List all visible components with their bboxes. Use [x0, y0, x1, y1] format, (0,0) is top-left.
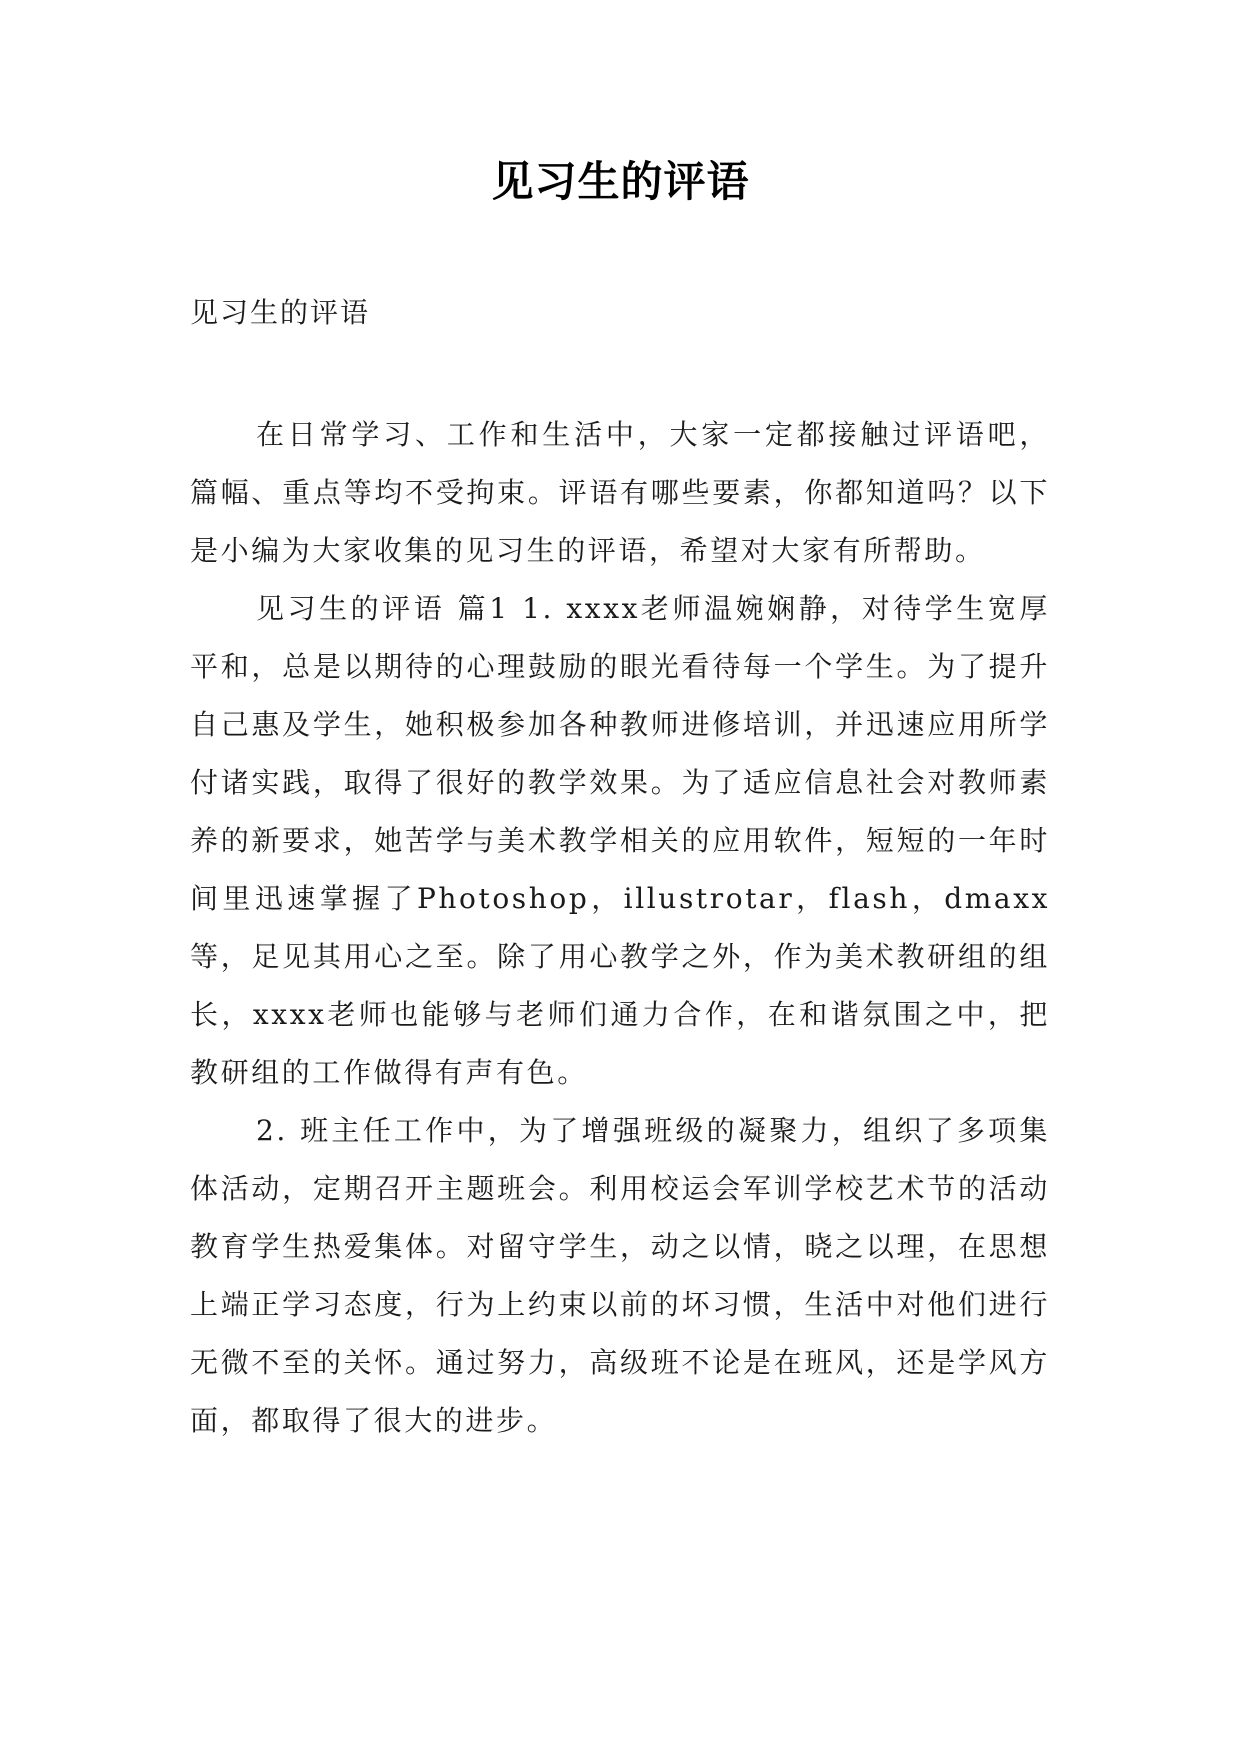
intro-paragraph: 在日常学习、工作和生活中，大家一定都接触过评语吧，篇幅、重点等均不受拘束。评语有哪些要素，你都知道吗？以下是小编为大家收集的见习生的评语，希望对大家有所帮助。: [190, 418, 1050, 567]
document-body: [190, 406, 1050, 1450]
document-title: 见习生的评语: [491, 157, 750, 206]
document-subtitle: 见习生的评语: [190, 296, 371, 329]
comment-paragraph-2: 2. 班主任工作中，为了增强班级的凝聚力，组织了多项集体活动，定期召开主题班会。利用校运会军训学校艺术节的活动教育学生热爱集体。对留守学生，动之以情，晓之以理，在思想上端正学习态度，行为上约束以前的坏习惯，生活中对他们进行无微不至的关怀。通过努力，高级班不论是在班风，还是学风方面，都取得了很大的进步。: [190, 1114, 1050, 1437]
comment-paragraph-1: 见习生的评语 篇1 1. xxxx老师温婉娴静，对待学生宽厚平和，总是以期待的心理鼓励的眼光看待每一个学生。为了提升自己惠及学生，她积极参加各种教师进修培训，并迅速应用所学付诸实践，取得了很好的教学效果。为了适应信息社会对教师素养的新要求，她苦学与美术教学相关的应用软件，短短的一年时间里迅速掌握了Photoshop，illustrotar，flash，dmaxx等，足见其用心之至。除了用心教学之外，作为美术教研组的组长，xxxx老师也能够与老师们通力合作，在和谐氛围之中，把教研组的工作做得有声有色。: [190, 592, 1050, 1089]
